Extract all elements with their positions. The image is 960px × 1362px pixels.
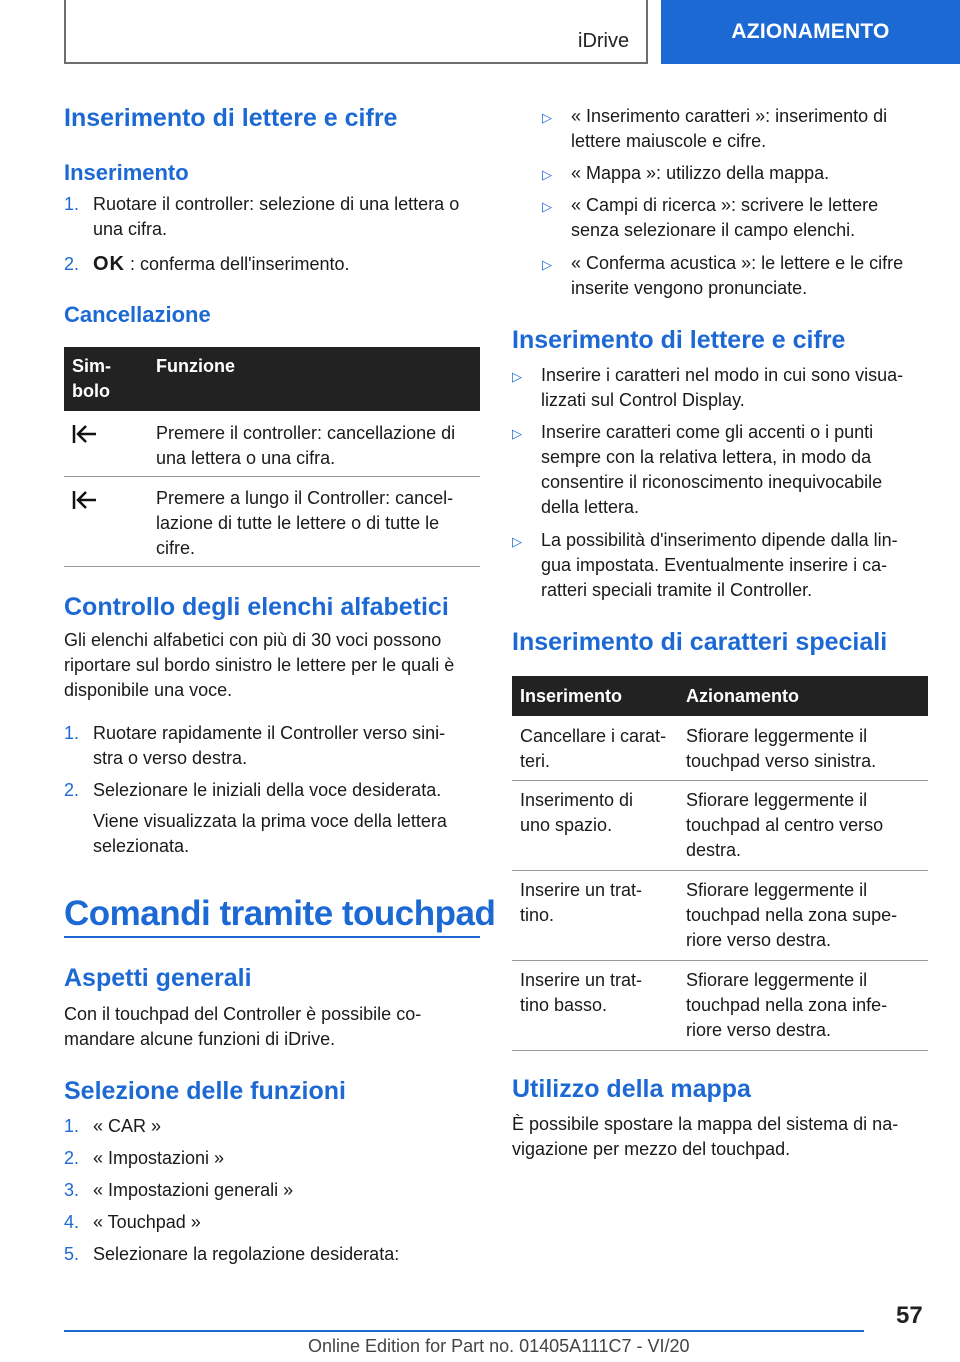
table-cell: riore verso destra.	[686, 930, 832, 950]
paragraph: È possibile spostare la mappa del sistema di na-	[512, 1114, 899, 1134]
table-head-cell: bolo	[72, 381, 110, 401]
list-text: della lettera.	[541, 497, 640, 517]
heading-touchpad: Comandi tramite touchpad	[64, 894, 496, 933]
table-cell: Sfiorare leggermente il	[686, 726, 868, 746]
heading-insert-letters-2: Inserimento di lettere e cifre	[512, 326, 846, 354]
step-note: Viene visualizzata la prima voce della lettera	[93, 811, 447, 831]
heading-alphabetic-lists: Controllo degli elenchi alfabetici	[64, 593, 449, 621]
table-divider	[512, 870, 928, 871]
table-head-cell: Funzione	[156, 356, 235, 376]
paragraph: vigazione per mezzo del touchpad.	[512, 1139, 791, 1159]
table-cell: Sfiorare leggermente il	[686, 790, 868, 810]
page-number: 57	[896, 1302, 923, 1329]
table-divider	[64, 476, 480, 477]
table-divider	[512, 960, 928, 961]
heading-map-usage: Utilizzo della mappa	[512, 1075, 751, 1103]
step-number: 4.	[64, 1212, 80, 1232]
step-note: selezionata.	[93, 836, 190, 856]
table-head-cell: Azionamento	[686, 686, 800, 706]
ok-icon: OK	[93, 253, 125, 275]
step-number: 5.	[64, 1244, 80, 1264]
option-text: « Conferma acustica »: le lettere e le cifre	[571, 253, 904, 273]
table-head-cell: Sim-	[72, 356, 112, 376]
list-text: consentire il riconoscimento inequivocabile	[541, 472, 883, 492]
heading-special-chars: Inserimento di caratteri speciali	[512, 628, 888, 656]
table-cell: touchpad nella zona supe-	[686, 905, 898, 925]
step-number: 1.	[64, 723, 80, 743]
paragraph: Gli elenchi alfabetici con più di 30 voci possono	[64, 630, 442, 650]
bullet-triangle-icon: ▷	[542, 199, 552, 214]
table-cell: touchpad nella zona infe-	[686, 995, 888, 1015]
step-text-ok: : conferma dell'inserimento.	[130, 254, 350, 274]
delete-left-arrow-icon	[72, 424, 98, 444]
step-text: stra o verso destra.	[93, 748, 248, 768]
special-table-header	[512, 676, 928, 716]
step-text: « Touchpad »	[93, 1212, 201, 1232]
heading-general: Aspetti generali	[64, 964, 252, 992]
delete-left-arrow-icon	[72, 490, 98, 510]
table-cell: una lettera o una cifra.	[156, 448, 336, 468]
table-cell: Inserire un trat-	[520, 880, 643, 900]
paragraph: Con il touchpad del Controller è possibile co-	[64, 1004, 422, 1024]
option-text: « Campi di ricerca »: scrivere le lettere	[571, 195, 879, 215]
heading-cancellazione: Cancellazione	[64, 302, 211, 327]
list-text: La possibilità d'inserimento dipende dalla lin-	[541, 530, 898, 550]
list-text: ratteri speciali tramite il Controller.	[541, 580, 813, 600]
heading-underline	[64, 936, 480, 938]
list-text: Inserire i caratteri nel modo in cui sono visua-	[541, 365, 904, 385]
step-number: 3.	[64, 1180, 80, 1200]
step-number: 1.	[64, 1116, 80, 1136]
table-cell: teri.	[520, 751, 551, 771]
table-cell: Premere il controller: cancellazione di	[156, 423, 456, 443]
table-cell: Sfiorare leggermente il	[686, 880, 868, 900]
step-text	[93, 252, 350, 277]
bullet-triangle-icon: ▷	[542, 257, 552, 272]
option-text: « Mappa »: utilizzo della mappa.	[571, 163, 830, 183]
table-divider	[512, 780, 928, 781]
header-chapter-tab[interactable]: AZIONAMENTO	[661, 0, 960, 64]
table-cell: uno spazio.	[520, 815, 613, 835]
step-text: Selezionare le iniziali della voce desiderata.	[93, 780, 442, 800]
table-cell: touchpad al centro verso	[686, 815, 884, 835]
step-number: 2.	[64, 254, 80, 274]
table-head-cell: Inserimento	[520, 686, 623, 706]
paragraph: mandare alcune funzioni di iDrive.	[64, 1029, 336, 1049]
step-text: Selezionare la regolazione desiderata:	[93, 1244, 400, 1264]
table-cell: Premere a lungo il Controller: cancel-	[156, 488, 454, 508]
table-cell: Inserimento di	[520, 790, 634, 810]
footer-edition: Online Edition for Part no. 01405A111C7 - VI/20	[308, 1336, 690, 1356]
list-text: lizzati sul Control Display.	[541, 390, 745, 410]
table-divider	[512, 1050, 928, 1051]
paragraph: disponibile una voce.	[64, 680, 233, 700]
table-cell: touchpad verso sinistra.	[686, 751, 877, 771]
option-text: lettere maiuscole e cifre.	[571, 131, 767, 151]
cancel-table-header	[64, 347, 480, 411]
table-cell: Cancellare i carat-	[520, 726, 667, 746]
table-divider	[64, 566, 480, 567]
heading-inserimento: Inserimento	[64, 160, 189, 185]
table-cell: Inserire un trat-	[520, 970, 643, 990]
option-text: senza selezionare il campo elenchi.	[571, 220, 856, 240]
step-text: « Impostazioni »	[93, 1148, 225, 1168]
list-text: gua impostata. Eventualmente inserire i ca-	[541, 555, 888, 575]
bullet-triangle-icon: ▷	[512, 426, 522, 441]
step-number: 1.	[64, 194, 80, 214]
step-text: Ruotare rapidamente il Controller verso sini-	[93, 723, 446, 743]
header-section-title: iDrive	[578, 30, 630, 52]
bullet-triangle-icon: ▷	[512, 534, 522, 549]
step-text: una cifra.	[93, 219, 168, 239]
list-text: sempre con la relativa lettera, in modo da	[541, 447, 872, 467]
option-text: inserite vengono pronunciate.	[571, 278, 808, 298]
list-text: Inserire caratteri come gli accenti o i punti	[541, 422, 874, 442]
table-cell: tino.	[520, 905, 555, 925]
step-number: 2.	[64, 780, 80, 800]
table-cell: cifre.	[156, 538, 196, 558]
table-cell: lazione di tutte le lettere o di tutte le	[156, 513, 440, 533]
option-text: « Inserimento caratteri »: inserimento di	[571, 106, 888, 126]
step-number: 2.	[64, 1148, 80, 1168]
bullet-triangle-icon: ▷	[542, 167, 552, 182]
table-cell: riore verso destra.	[686, 1020, 832, 1040]
header-frame	[64, 0, 648, 64]
step-text: Ruotare il controller: selezione di una lettera o	[93, 194, 460, 214]
heading-select-functions: Selezione delle funzioni	[64, 1077, 346, 1105]
footer-rule	[64, 1330, 864, 1332]
table-cell: Sfiorare leggermente il	[686, 970, 868, 990]
heading-insert-letters: Inserimento di lettere e cifre	[64, 104, 398, 132]
table-cell: tino basso.	[520, 995, 608, 1015]
step-text: « Impostazioni generali »	[93, 1180, 294, 1200]
bullet-triangle-icon: ▷	[542, 110, 552, 125]
bullet-triangle-icon: ▷	[512, 369, 522, 384]
paragraph: riportare sul bordo sinistro le lettere per le quali è	[64, 655, 455, 675]
step-text: « CAR »	[93, 1116, 162, 1136]
table-cell: destra.	[686, 840, 742, 860]
